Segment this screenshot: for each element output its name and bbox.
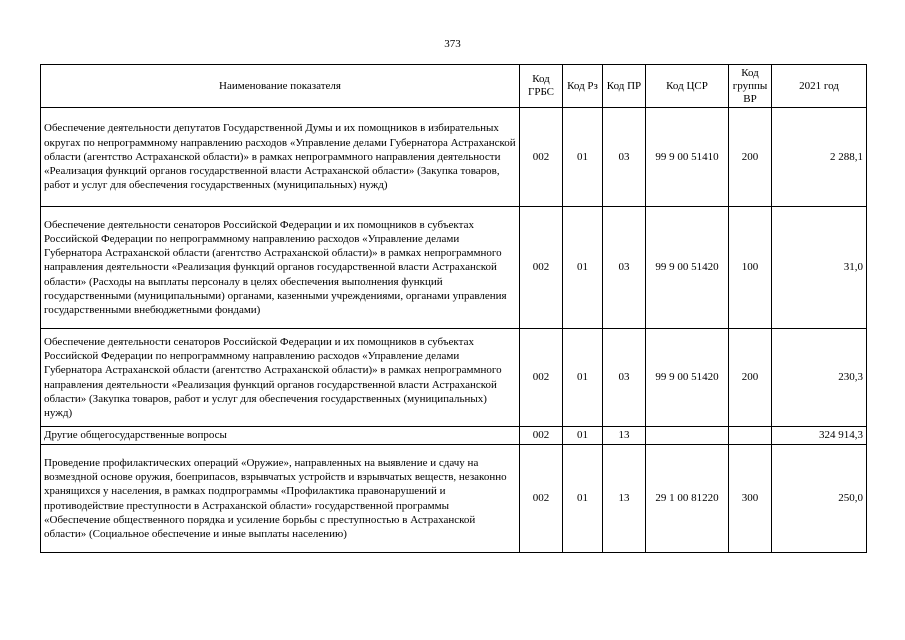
- row-pr: 13: [603, 445, 646, 553]
- row-csr: 99 9 00 51420: [646, 207, 729, 329]
- row-csr: 29 1 00 81220: [646, 445, 729, 553]
- row-rz: 01: [563, 445, 603, 553]
- row-vr: 200: [729, 329, 772, 427]
- row-vr: 100: [729, 207, 772, 329]
- table-row: [41, 207, 867, 329]
- header-csr-code: Код ЦСР: [646, 65, 729, 108]
- row-grbs: 002: [520, 207, 563, 329]
- row-grbs: 002: [520, 445, 563, 553]
- row-grbs: 002: [520, 329, 563, 427]
- row-csr: [646, 427, 729, 445]
- table-row: [41, 445, 867, 553]
- header-indicator-name: Наименование показателя: [41, 65, 520, 108]
- row-vr: 200: [729, 108, 772, 207]
- row-vr: 300: [729, 445, 772, 553]
- header-year-2021: 2021 год: [772, 65, 867, 108]
- row-rz: 01: [563, 108, 603, 207]
- row-rz: 01: [563, 427, 603, 445]
- table-row: [41, 427, 867, 445]
- table-header-row: [41, 65, 867, 108]
- row-name: Проведение профилактических операций «Оружие», направленных на выявление и сдачу на возмездной основе оружия, боеприпасов, взрывчатых устройств и взрывчатых веществ, незаконно хранящихся у населения, в рамках подпрограммы «Профилактика правонарушений и противодействие преступности в Астраханской области» государственной программы «Обеспечение общественного порядка и усиление борьбы с преступностью в Астраханской области» (Социальное обеспечение и иные выплаты населению): [41, 445, 520, 553]
- header-grbs-code: Код ГРБС: [520, 65, 563, 108]
- table-row: [41, 329, 867, 427]
- row-name: Обеспечение деятельности депутатов Государственной Думы и их помощников в избирательных округах по непрограммному направлению расходов «Управление делами Губернатора Астраханской области (агентство Астраханской области)» в рамках непрограммного направления деятельности «Реализация функций органов государственной власти Астраханской области» (Закупка товаров, работ и услуг для обеспечения государственных (муниципальных) нужд): [41, 108, 520, 207]
- row-pr: 03: [603, 329, 646, 427]
- row-amount: 31,0: [772, 207, 867, 329]
- budget-table: [40, 64, 867, 553]
- row-amount: 250,0: [772, 445, 867, 553]
- row-csr: 99 9 00 51420: [646, 329, 729, 427]
- header-pr-code: Код ПР: [603, 65, 646, 108]
- row-name: Обеспечение деятельности сенаторов Российской Федерации и их помощников в субъектах Российской Федерации по непрограммному направлению расходов «Управление делами Губернатора Астраханской области (агентство Астраханской области)» в рамках непрограммного направления деятельности «Реализация функций органов государственной власти Астраханской области» (Расходы на выплаты персоналу в целях обеспечения выполнения функций государственными (муниципальными) органами, казенными учреждениями, органами управления государственными внебюджетными фондами): [41, 207, 520, 329]
- row-grbs: 002: [520, 427, 563, 445]
- row-name: Обеспечение деятельности сенаторов Российской Федерации и их помощников в субъектах Российской Федерации по непрограммному направлению расходов «Управление делами Губернатора Астраханской области (агентство Астраханской области)» в рамках непрограммного направления деятельности «Реализация функций органов государственной власти Астраханской области» (Закупка товаров, работ и услуг для обеспечения государственных (муниципальных) нужд): [41, 329, 520, 427]
- row-amount: 230,3: [772, 329, 867, 427]
- page-number: 373: [444, 38, 461, 50]
- row-amount: 324 914,3: [772, 427, 867, 445]
- row-csr: 99 9 00 51410: [646, 108, 729, 207]
- row-pr: 13: [603, 427, 646, 445]
- row-pr: 03: [603, 207, 646, 329]
- header-rz-code: Код Рз: [563, 65, 603, 108]
- row-rz: 01: [563, 207, 603, 329]
- row-name: Другие общегосударственные вопросы: [41, 427, 520, 445]
- row-grbs: 002: [520, 108, 563, 207]
- row-rz: 01: [563, 329, 603, 427]
- table-row: [41, 108, 867, 207]
- header-vr-group-code: Код группы ВР: [729, 65, 772, 108]
- row-vr: [729, 427, 772, 445]
- row-amount: 2 288,1: [772, 108, 867, 207]
- row-pr: 03: [603, 108, 646, 207]
